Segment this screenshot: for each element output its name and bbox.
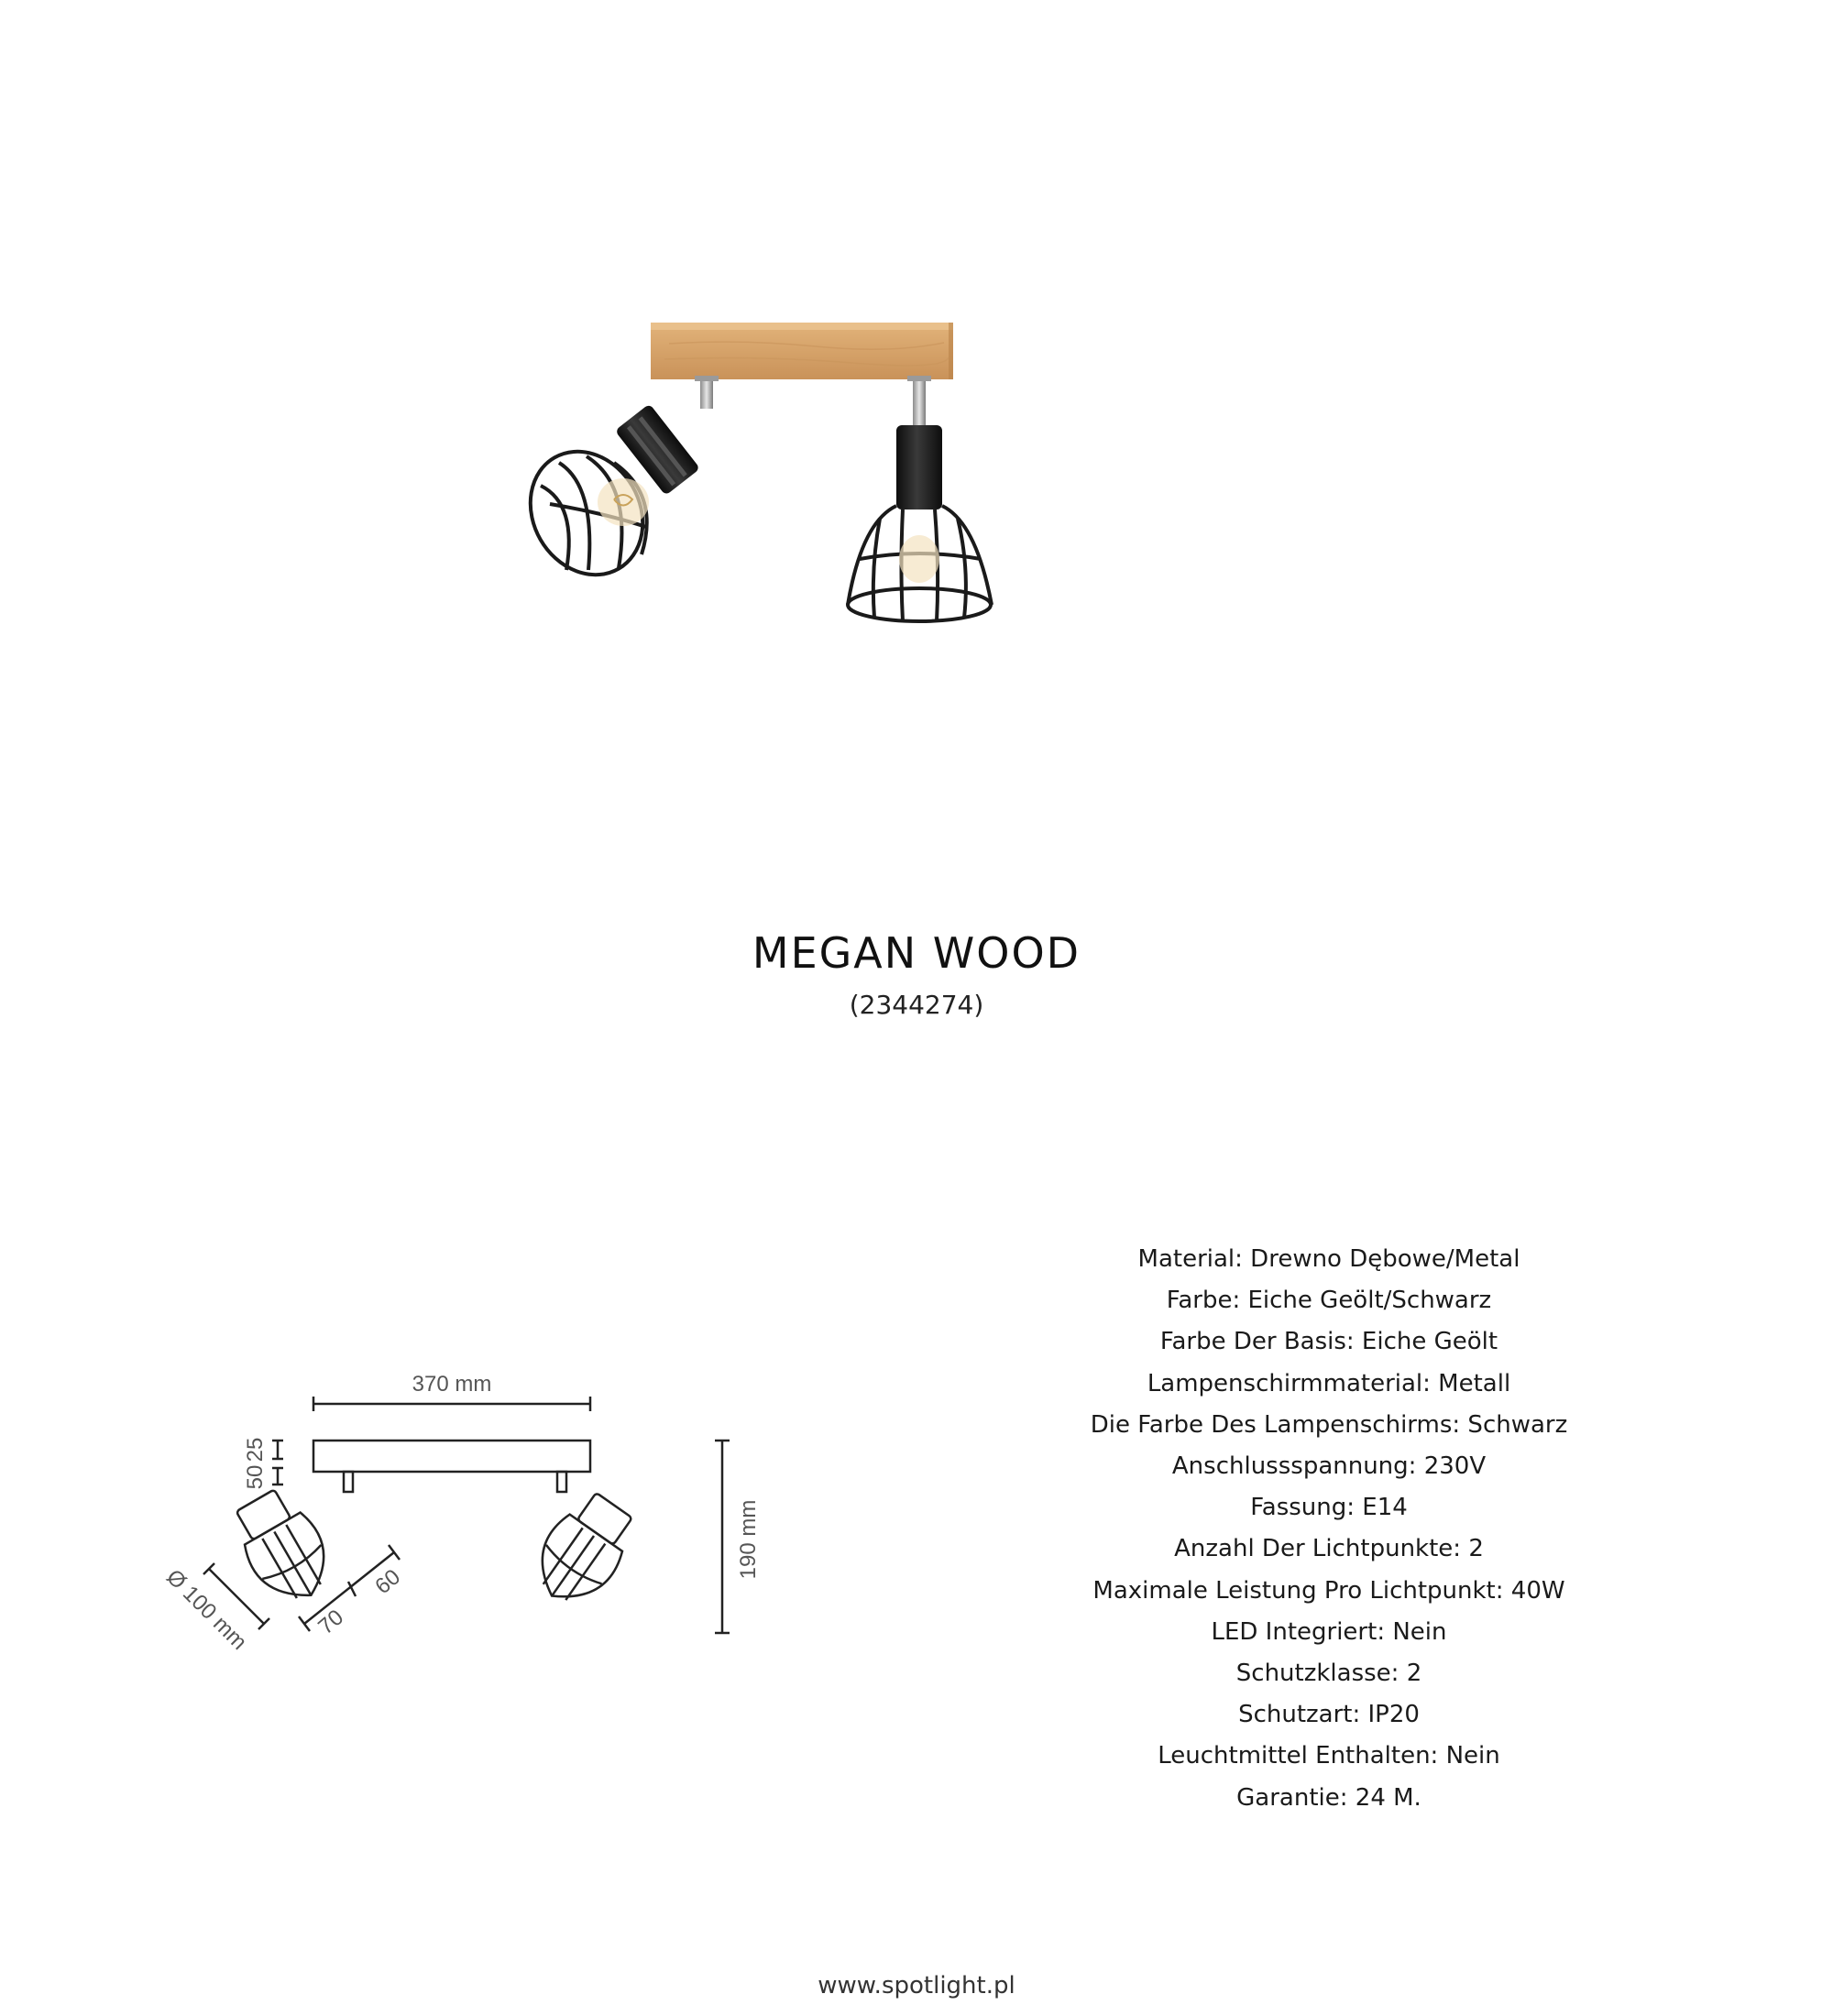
spec-ip-rating: Schutzart: IP20	[1238, 1701, 1420, 1729]
title-block	[0, 926, 1833, 1024]
spec-socket: Fassung: E14	[1250, 1494, 1408, 1522]
product-code: (2344274)	[849, 990, 984, 1020]
drawing-base	[313, 1441, 590, 1472]
depth-label-b: 60	[370, 1564, 406, 1600]
shade-diameter-label: Ø 100 mm	[161, 1564, 252, 1655]
depth-label-a: 70	[313, 1605, 349, 1640]
product-title: MEGAN WOOD	[752, 928, 1081, 978]
left-spotlight	[509, 376, 719, 596]
spec-warranty: Garantie: 24 M.	[1236, 1783, 1421, 1812]
spec-shade-color: Die Farbe Des Lampenschirms: Schwarz	[1090, 1410, 1568, 1439]
spec-material: Material: Drewno Dębowe/Metal	[1137, 1245, 1520, 1273]
spec-max-power: Maximale Leistung Pro Lichtpunkt: 40W	[1092, 1576, 1565, 1605]
base-thickness-label: 25	[243, 1437, 268, 1463]
width-label: 370 mm	[412, 1372, 492, 1397]
spec-voltage: Anschlussspannung: 230V	[1171, 1452, 1487, 1481]
spec-led: LED Integriert: Nein	[1211, 1617, 1447, 1646]
specifications-list	[1008, 1239, 1650, 1819]
arm-label: 50	[243, 1464, 268, 1490]
spec-base-color: Farbe Der Basis: Eiche Geölt	[1159, 1328, 1498, 1356]
height-label: 190 mm	[736, 1499, 761, 1580]
wooden-base	[651, 323, 953, 379]
dimension-drawing	[147, 1356, 807, 1686]
spec-shade-material: Lampenschirmmaterial: Metall	[1147, 1369, 1511, 1397]
product-photo	[486, 302, 1237, 669]
spec-light-points: Anzahl Der Lichtpunkte: 2	[1174, 1535, 1484, 1563]
spec-bulbs-included: Leuchtmittel Enthalten: Nein	[1158, 1742, 1500, 1770]
footer-website-link[interactable]: www.spotlight.pl	[818, 1972, 1015, 2000]
spec-color: Farbe: Eiche Geölt/Schwarz	[1166, 1287, 1492, 1315]
spec-protection-class: Schutzklasse: 2	[1235, 1660, 1422, 1688]
right-spotlight	[848, 376, 992, 621]
